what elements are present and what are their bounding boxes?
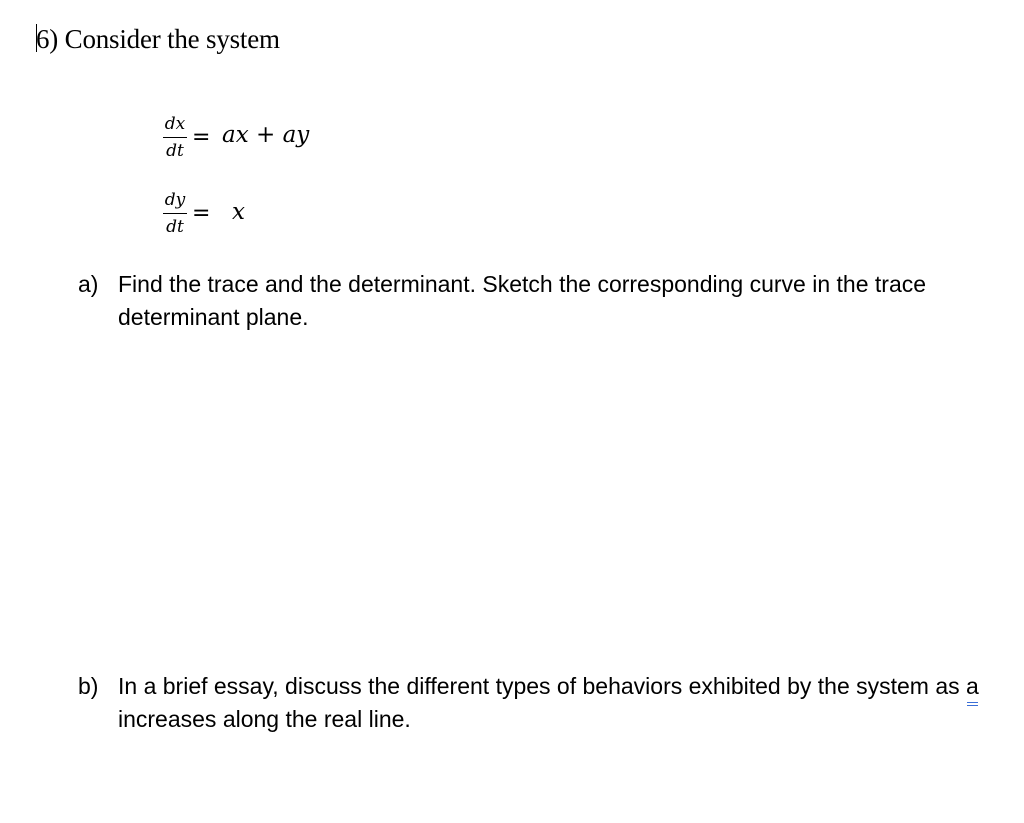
- part-b-text-before: In a brief essay, discuss the different types of behaviors exhibited by the system as: [118, 673, 967, 699]
- part-b: [78, 670, 1018, 740]
- fraction-denominator: dt: [166, 217, 184, 237]
- part-a: [78, 268, 1018, 338]
- equation-rhs: ax + ay: [222, 122, 310, 148]
- problem-heading: 6) Consider the system: [36, 24, 280, 54]
- fraction-denominator: dt: [166, 141, 184, 161]
- equals-sign: =: [192, 201, 211, 226]
- equals-sign: =: [192, 125, 211, 150]
- part-a-marker: a): [78, 271, 99, 297]
- part-b-text-after: increases along the real line.: [118, 706, 411, 732]
- fraction-numerator: dy: [164, 190, 186, 210]
- fraction-numerator: dx: [164, 114, 186, 134]
- equation-dy-dt: [160, 190, 280, 240]
- fraction-bar: [163, 137, 187, 138]
- part-b-text: [118, 670, 1018, 736]
- fraction-bar: [163, 213, 187, 214]
- part-a-text: Find the trace and the determinant. Sketch the corresponding curve in the trace determinant plane.: [118, 271, 927, 330]
- equation-dx-dt: [160, 114, 360, 164]
- equation-rhs: x: [232, 199, 245, 225]
- highlighted-variable: a: [966, 670, 979, 703]
- part-b-marker: b): [78, 673, 99, 699]
